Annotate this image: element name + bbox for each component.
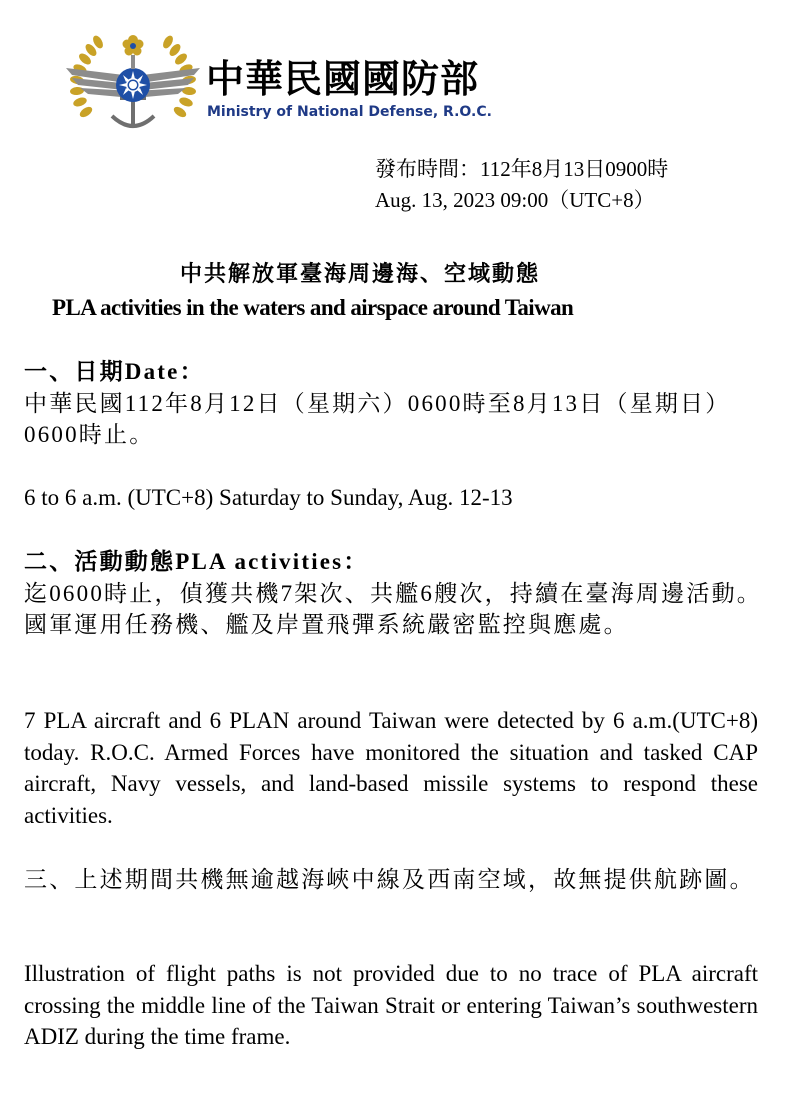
section-activities-zh: 迄0600時止，偵獲共機7架次、共艦6艘次，持續在臺海周邊活動。國軍運用任務機、艦及岸置飛彈系統嚴密監控與應處。 (24, 580, 762, 637)
document-title-en: PLA activities in the waters and airspace around Taiwan (52, 295, 574, 320)
release-time-zh: 發布時間：112年8月13日0900時 (375, 157, 669, 181)
section-activities-en: 7 PLA aircraft and 6 PLAN around Taiwan were detected by 6 a.m.(UTC+8) today. R.O.C. Armed Forces have monitored the situation and tasked CAP aircraft, Navy vessels, and land-based missile systems to respond these activities. (24, 708, 758, 828)
section-date-zh: 中華民國112年8月12日（星期六）0600時至8月13日（星期日）0600時止。 (24, 390, 731, 447)
release-time-en: Aug. 13, 2023 09:00（UTC+8） (375, 188, 655, 212)
section-date-heading: 一、日期Date： (24, 359, 205, 384)
section-date-en: 6 to 6 a.m. (UTC+8) Saturday to Sunday, Aug. 12-13 (24, 485, 513, 510)
section-activities-heading: 二、活動動態PLA activities： (24, 549, 369, 574)
document-title-zh: 中共解放軍臺海周邊海、空域動態 (179, 261, 540, 286)
section-date (24, 356, 762, 451)
section-flight-paths-zh: 三、上述期間共機無逾越海峽中線及西南空域，故無提供航跡圖。 (24, 867, 755, 892)
organization-name-zh: 中華民國國防部 (206, 57, 480, 101)
organization-name-en: Ministry of National Defense, R.O.C. (207, 104, 492, 120)
section-activities (24, 546, 762, 641)
section-flight-paths-en: Illustration of flight paths is not provided due to no trace of PLA aircraft crossing the middle line of the Taiwan Strait or entering Taiwan’s southwestern ADIZ during the time frame. (24, 961, 758, 1049)
release-time (375, 154, 668, 216)
mnd-emblem-icon (58, 28, 208, 140)
